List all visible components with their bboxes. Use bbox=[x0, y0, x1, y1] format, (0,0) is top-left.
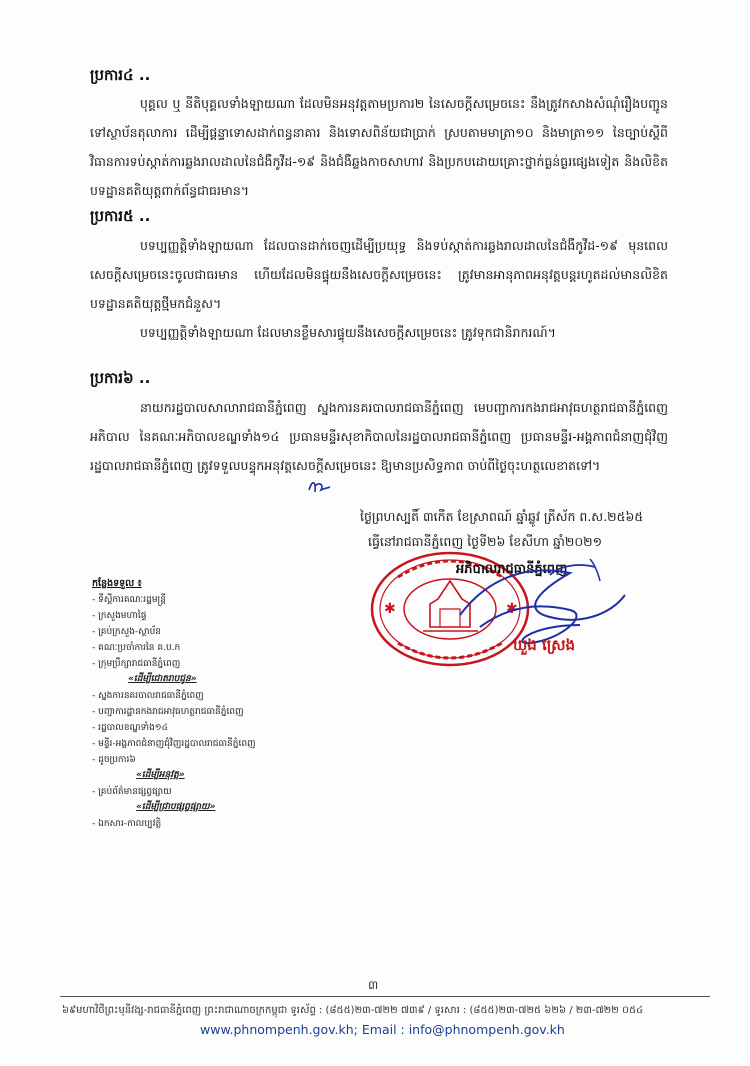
article-6-paragraph: នាយករដ្ឋបាលសាលារាជធានីភ្នំពេញ ស្នងការនគរបាលរាជធានីភ្នំពេញ មេបញ្ជាការកងរាជអាវុធហត្ថរាជធានីភ្នំពេញ អភិបាល នៃគណៈអភិបាលខណ្ឌទាំង១៤ ប្រធានមន្ទីរសុខាភិបាលនៃរដ្ឋបាលរាជធានីភ្នំពេញ ប្រធានមន្ទីរ-អង្គភាពជំនាញជុំវិញរដ្ឋបាលរាជធានីភ្នំពេញ ត្រូវទទួលបន្ទុកអនុវត្តសេចក្តីសម្រេចនេះ ឱ្យមានប្រសិទ្ធភាព ចាប់ពីថ្ងៃចុះហត្ថលេខាតទៅ។ bbox=[90, 400, 668, 473]
page-number: ៣ bbox=[368, 978, 379, 992]
recipient-item: - គ្រប់ព័ត៌មានផ្សព្វផ្សាយ bbox=[92, 787, 172, 797]
footer-address: ៦៩មហាវិថីព្រះមុនីវង្ស-រាជធានីភ្នំពេញ ព្រះរាជាណាចក្រកម្ពុជា ទូរស័ព្ទ : (៨៥៥)២៣-៧២២ ៧៣៩ / ទូរសារ : (៨៥៥)២៣-៧២៥ ៦២៦ / ២៣-៧២២ ០៥៤ bbox=[62, 1005, 644, 1016]
recipient-item: - មន្ទីរ-អង្គភាពជំនាញជុំវិញរដ្ឋបាលរាជធានីភ្នំពេញ bbox=[92, 739, 256, 749]
svg-text:✱: ✱ bbox=[384, 601, 396, 617]
recipient-item: - ក្រុមប្រឹក្សារាជធានីភ្នំពេញ bbox=[92, 659, 181, 669]
svg-text:✱: ✱ bbox=[506, 601, 518, 617]
signer-name: ឃួង ស្រេង bbox=[513, 636, 576, 654]
recipient-item: - ដូចប្រការ៦ bbox=[92, 755, 136, 765]
date-solar: ធ្វើនៅរាជធានីភ្នំពេញ ថ្ងៃទី២៦ ខែសីហា ឆ្នាំ២០២១ bbox=[368, 534, 603, 549]
recipient-item: - គ្រប់ក្រសួង-ស្ថាប័ន bbox=[92, 627, 161, 637]
footer-website: www.phnompenh.gov.kh; Email : info@phnompenh.gov.kh bbox=[200, 1022, 565, 1037]
recipient-item: - គណៈប្រចាំការនៃ គ.ប.ក bbox=[92, 643, 181, 653]
recipient-item: - ទីស្តីការគណៈរដ្ឋមន្ត្រី bbox=[92, 595, 166, 605]
article-4-paragraph: បុគ្គល ឬ នីតិបុគ្គលទាំងឡាយណា ដែលមិនអនុវត្តតាមប្រការ២ នៃសេចក្តីសម្រេចនេះ នឹងត្រូវកសាងសំណុំរឿងបញ្ជូនទៅស្ថាប័នតុលាការ ដើម្បីផ្តន្ទាទោសដាក់ពន្ធនាគារ និងទោសពិន័យជាប្រាក់ ស្របតាមមាត្រា១០ និងមាត្រា១១ នៃច្បាប់ស្តីពីវិធានការទប់ស្កាត់ការឆ្លងរាលដាលនៃជំងឺកូវីដ-១៩ និងជំងឺឆ្លងកាចសាហាវ និងប្រកបដោយគ្រោះថ្នាក់ធ្ងន់ធ្ងរផ្សេងទៀត និងលិខិតបទដ្ឋានគតិយុត្តពាក់ព័ន្ធជាធរមាន។ bbox=[90, 96, 668, 198]
recipient-item: - ឯកសារ-កាលប្បវត្តិ bbox=[92, 819, 162, 829]
handwritten-initial bbox=[306, 478, 332, 496]
recipient-item: - ស្នងការនគរបាលរាជធានីភ្នំពេញ bbox=[92, 691, 204, 701]
recipients-subheading: «ដើម្បីជោតរាបជូន» bbox=[128, 674, 197, 684]
article-5-paragraph-1: បទប្បញ្ញត្តិទាំងឡាយណា ដែលបានដាក់ចេញដើម្បីប្រយុទ្ធ និងទប់ស្កាត់ការឆ្លងរាលដាលនៃជំងឺកូវីដ-១៩ មុនពេលសេចក្តីសម្រេចនេះចូលជាធរមាន ហើយដែលមិនផ្ទុយនឹងសេចក្តីសម្រេចនេះ ត្រូវមានអានុភាពអនុវត្តបន្តរហូតដល់មានលិខិតបទដ្ឋានគតិយុត្តថ្មីមកជំនួស។ bbox=[90, 238, 668, 311]
recipients-subheading: «ដើម្បីអនុវត្ត» bbox=[136, 770, 185, 780]
recipient-item: - បញ្ជាការដ្ឋានកងរាជអាវុធហត្ថរាជធានីភ្នំពេញ bbox=[92, 707, 244, 717]
recipients-subheading: «ដើម្បីជ្រាបផ្សព្វផ្សាយ» bbox=[136, 802, 216, 812]
article-5-paragraph-2: បទប្បញ្ញត្តិទាំងឡាយណា ដែលមានខ្លឹមសារផ្ទុយនឹងសេចក្តីសម្រេចនេះ ត្រូវទុកជានិរាករណ៍។ bbox=[140, 325, 556, 340]
office-title: អភិបាលរាជធានីភ្នំពេញ bbox=[456, 562, 568, 577]
article-6-heading: ប្រការ៦ .. bbox=[90, 369, 151, 387]
recipient-item: - រដ្ឋបាលខណ្ឌទាំង១៤ bbox=[92, 723, 168, 733]
date-lunar: ថ្ងៃព្រហស្បតិ៍ ៣កើត ខែស្រាពណ៍ ឆ្នាំឆ្លូវ ត្រីស័ក ព.ស.២៥៦៥ bbox=[360, 509, 644, 524]
article-5-heading: ប្រការ៥ .. bbox=[90, 207, 151, 225]
recipients-title: កន្លែងទទួល ៖ bbox=[92, 578, 142, 589]
article-4-heading: ប្រការ៤ .. bbox=[90, 66, 151, 84]
recipient-item: - ក្រសួងមហាផ្ទៃ bbox=[92, 611, 147, 621]
footer-divider bbox=[60, 996, 710, 997]
